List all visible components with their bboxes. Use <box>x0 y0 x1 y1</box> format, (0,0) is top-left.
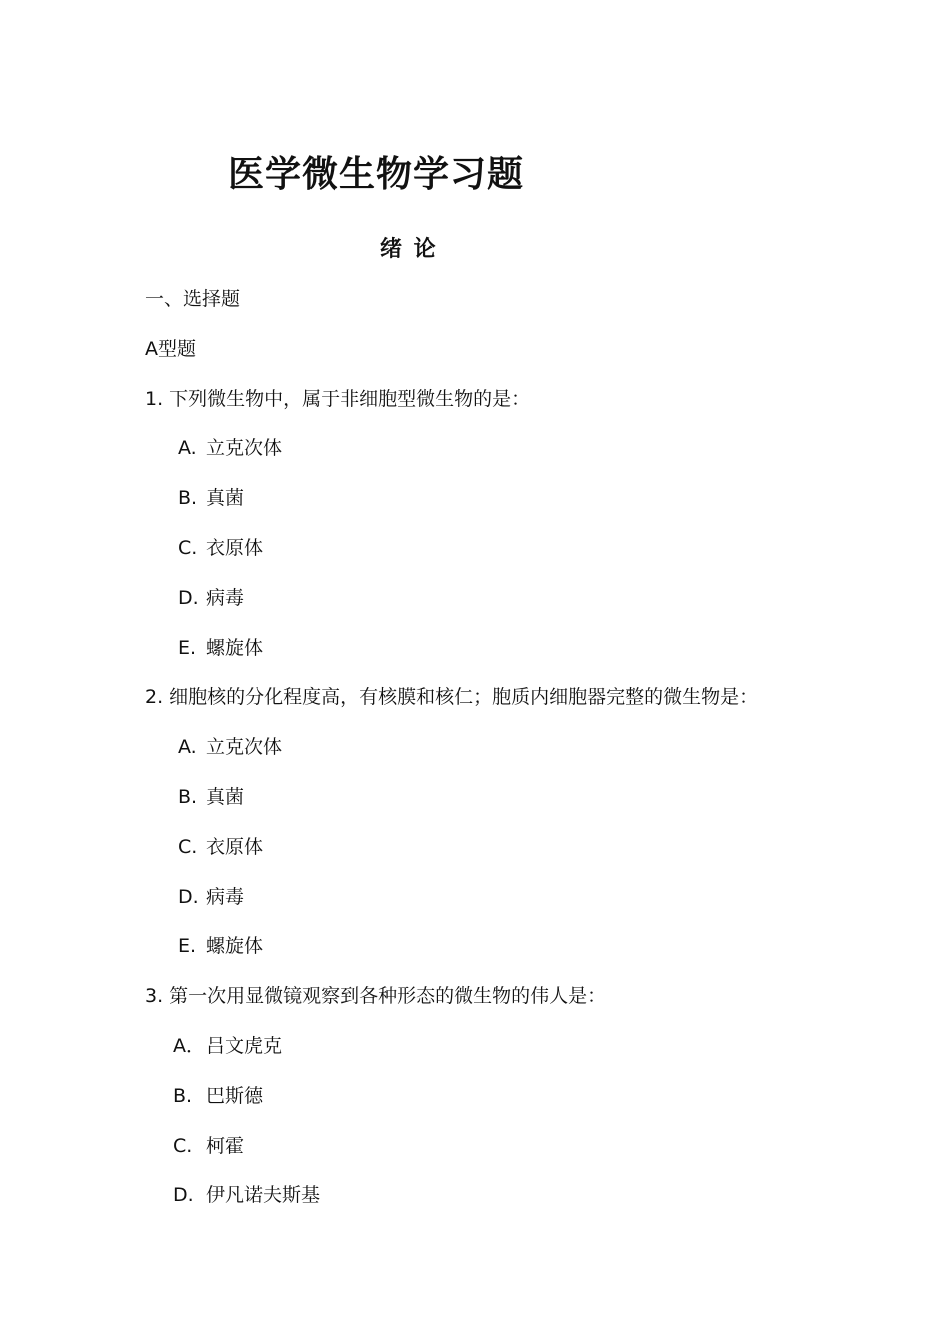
option-label: E. <box>178 637 197 659</box>
part-heading: 一、选择题 <box>145 288 241 310</box>
option-label: D. <box>178 587 199 609</box>
question-1-option-d <box>178 589 244 608</box>
option-label: C. <box>178 836 198 858</box>
question-2-stem: 2. 细胞核的分化程度高，有核膜和核仁；胞质内细胞器完整的微生物是： <box>145 686 759 708</box>
question-3-option-d <box>173 1186 320 1205</box>
question-2-option-b <box>178 788 244 807</box>
question-3-stem: 3. 第一次用显微镜观察到各种形态的微生物的伟人是： <box>145 985 607 1007</box>
type-heading: A型题 <box>145 338 196 360</box>
option-text: 吕文虎克 <box>206 1035 283 1057</box>
option-label: B. <box>173 1085 193 1107</box>
option-text: 病毒 <box>206 587 245 609</box>
question-3-option-b <box>173 1087 263 1106</box>
question-2-option-a <box>178 738 282 757</box>
option-text: 立克次体 <box>206 437 283 459</box>
option-text: 螺旋体 <box>206 637 264 659</box>
question-2-option-d <box>178 888 244 907</box>
question-3-option-c <box>173 1137 244 1156</box>
option-label: C. <box>173 1135 193 1157</box>
option-text: 衣原体 <box>206 836 264 858</box>
option-label: E. <box>178 935 197 957</box>
option-label: A． <box>173 1035 205 1057</box>
option-label: B. <box>178 487 198 509</box>
option-label: A. <box>178 437 197 459</box>
question-1-option-a <box>178 439 282 458</box>
option-label: A. <box>178 736 197 758</box>
option-text: 真菌 <box>206 786 245 808</box>
question-1-stem: 1. 下列微生物中，属于非细胞型微生物的是： <box>145 388 531 410</box>
option-text: 衣原体 <box>206 537 264 559</box>
question-3-option-a <box>173 1037 282 1056</box>
section-heading: 绪 论 <box>380 237 438 262</box>
document-title: 医学微生物学习题 <box>228 154 525 195</box>
option-text: 真菌 <box>206 487 245 509</box>
option-text: 柯霍 <box>206 1135 245 1157</box>
option-label: D. <box>178 886 199 908</box>
option-label: D. <box>173 1184 194 1206</box>
option-text: 伊凡诺夫斯基 <box>206 1184 321 1206</box>
option-text: 巴斯德 <box>206 1085 264 1107</box>
question-1-option-b <box>178 489 244 508</box>
question-1-option-c <box>178 539 263 558</box>
option-label: C. <box>178 537 198 559</box>
option-text: 病毒 <box>206 886 245 908</box>
option-label: B. <box>178 786 198 808</box>
option-text: 螺旋体 <box>206 935 264 957</box>
option-text: 立克次体 <box>206 736 283 758</box>
question-2-option-c <box>178 838 263 857</box>
question-2-option-e <box>178 937 263 956</box>
question-1-option-e <box>178 639 263 658</box>
